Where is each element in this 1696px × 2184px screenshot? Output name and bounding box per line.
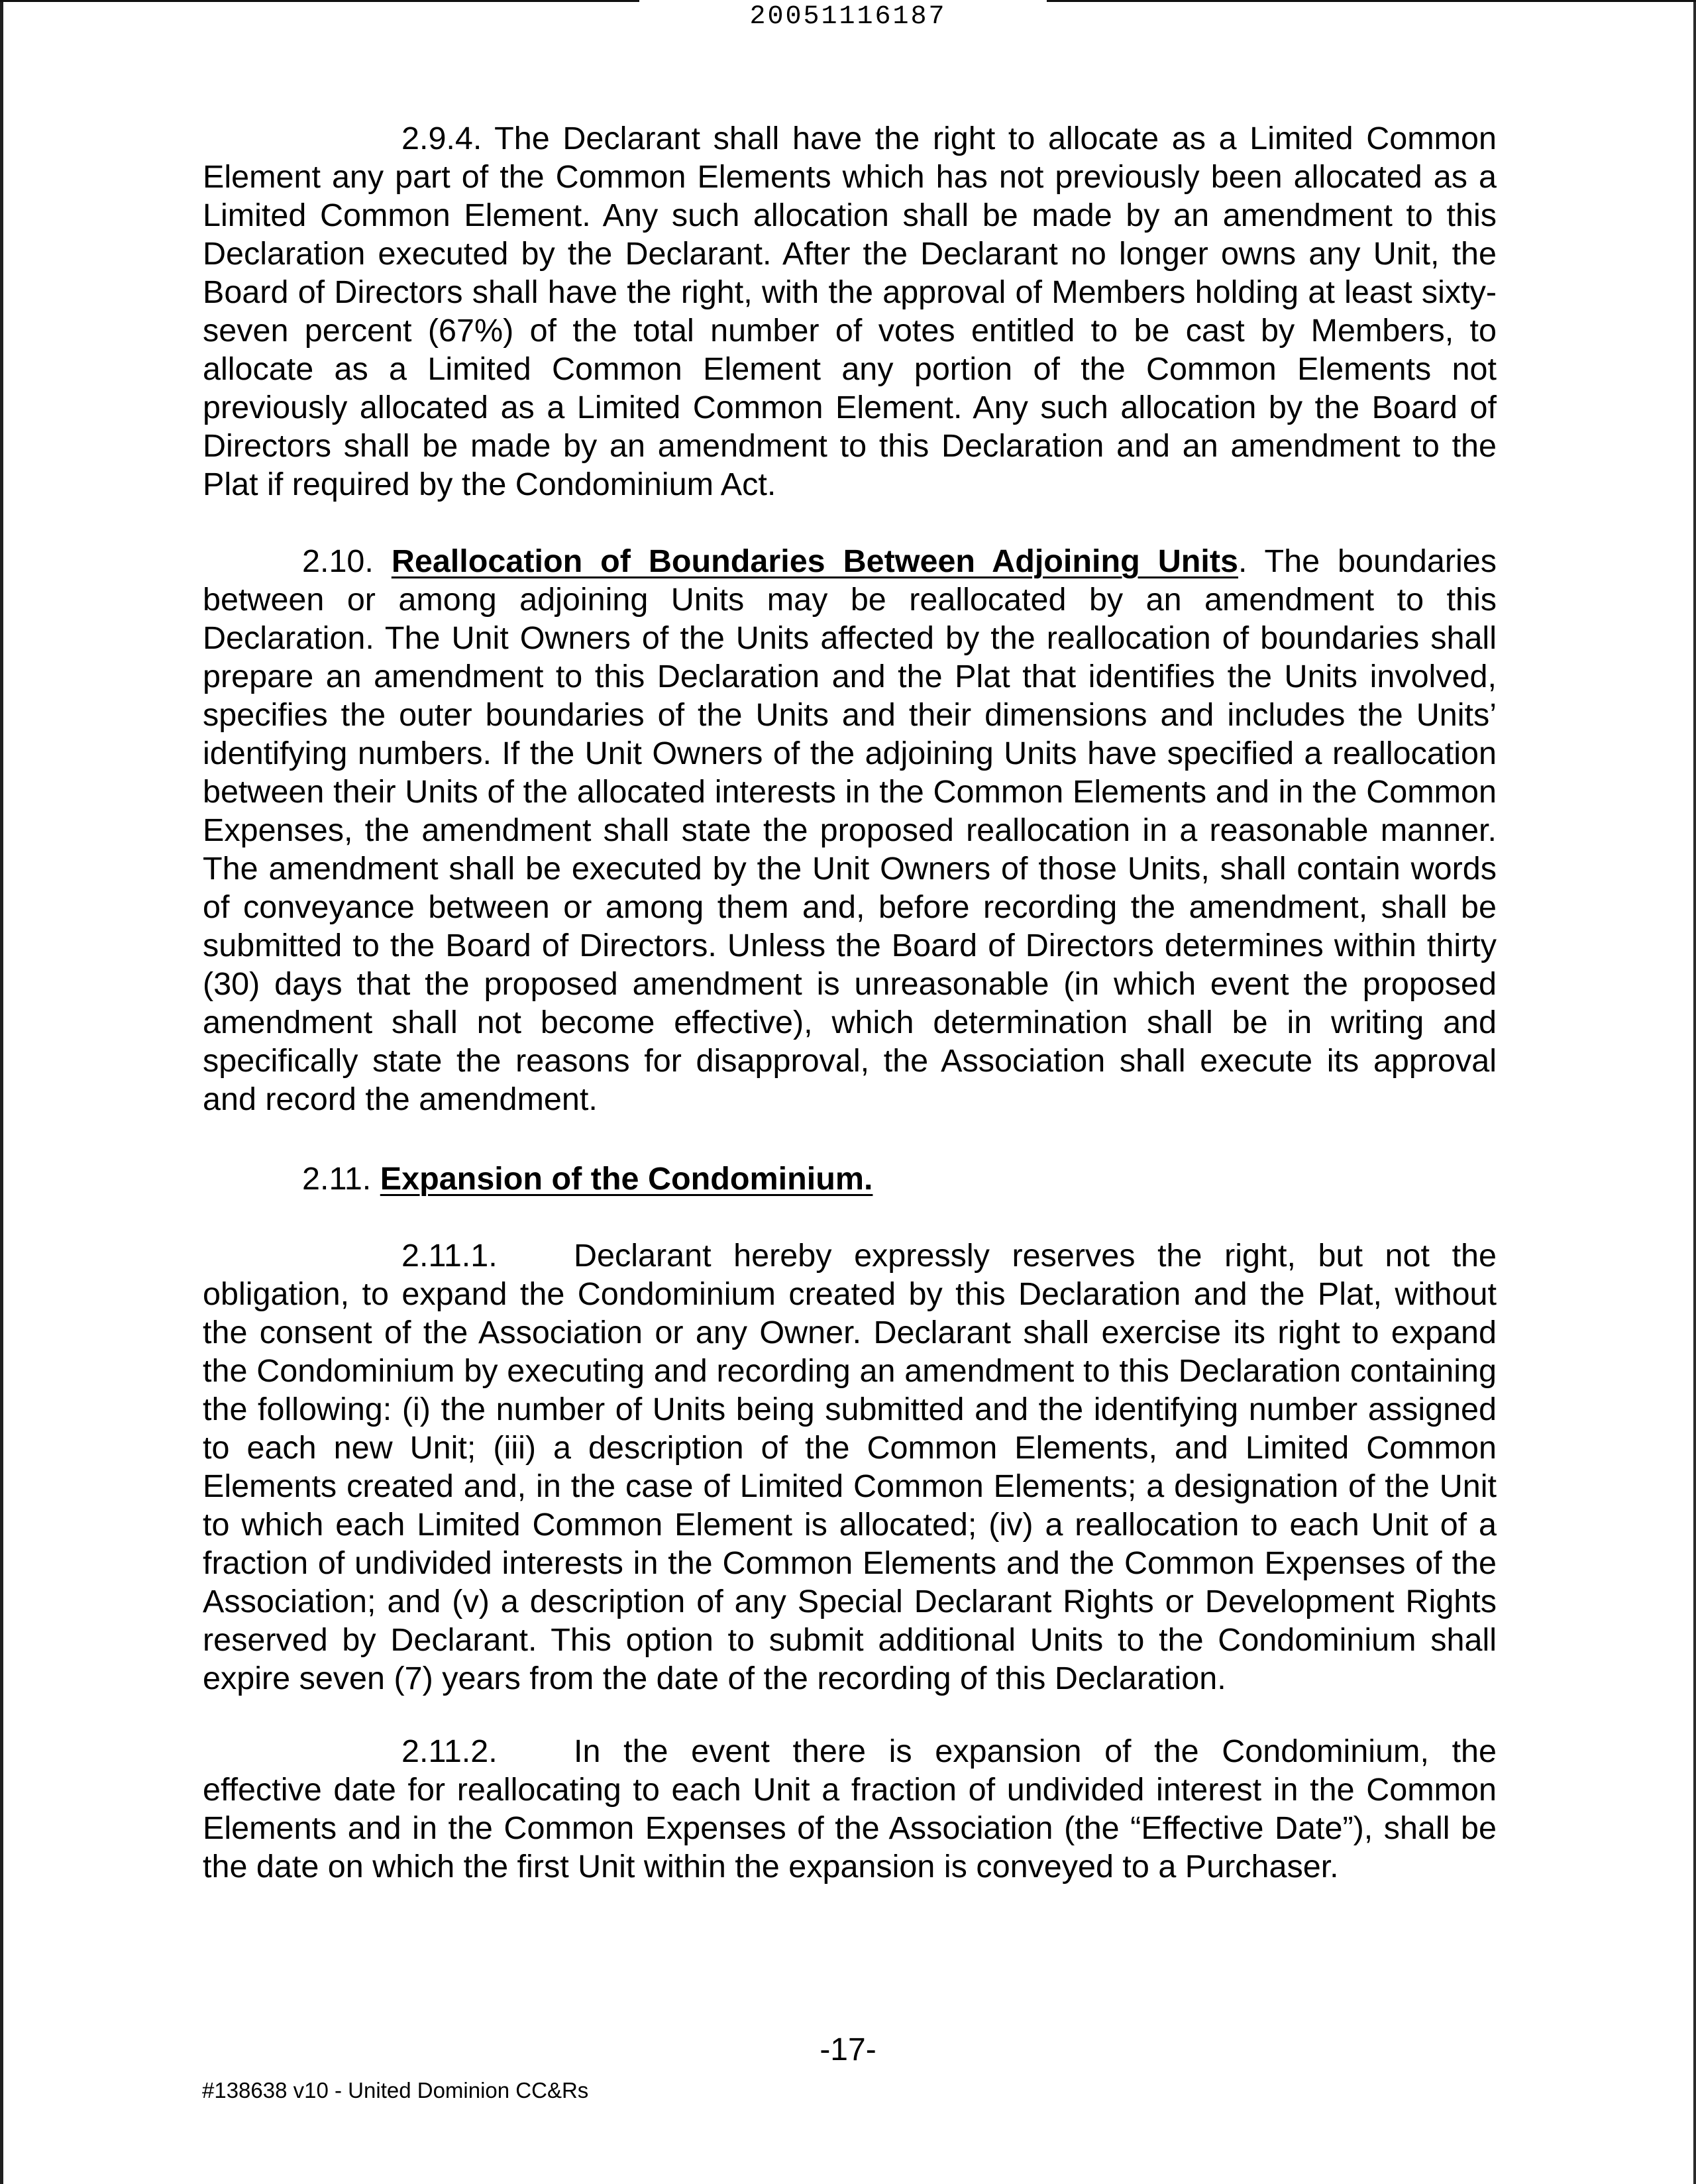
document-footer: #138638 v10 - United Dominion CC&Rs [202, 2078, 589, 2102]
section-number: 2.11. [302, 1161, 372, 1197]
section-2-11-2 [203, 1732, 1497, 1886]
section-text: The Declarant shall have the right to allocate as a Limited Common Element any part of the Common Elements which has not previously been allocated as a Limited Common Element. Any such allocation shall be made by an amendment to this Declaration executed by the Declarant. After the Declarant no longer owns any Unit, the Board of Directors shall have the right, with the approval of Members holding at least sixty-seven percent (67%) of the total number of votes entitled to be cast by Members, to allocate as a Limited Common Element any portion of the Common Elements not previously allocated as a Limited Common Element. Any such allocation by the Board of Directors shall be made by an amendment to this Declaration and an amendment to the Plat if required by the Condominium Act. [203, 121, 1497, 502]
section-text: Declarant hereby expressly reserves the right, but not the obligation, to expand the Condominium created by this Declaration and the Plat, without the consent of the Association or any Owner. Declarant shall exercise its right to expand the Condominium by executing and recording an amendment to this Declaration containing the following: (i) the number of Units being submitted and the identifying number assigned to each new Unit; (iii) a description of the Common Elements, and Limited Common Elements created and, in the case of Limited Common Elements; a designation of the Unit to which each Limited Common Element is allocated; (iv) a reallocation to each Unit of a fraction of undivided interests in the Common Elements and the Common Expenses of the Association; and (v) a description of any Special Declarant Rights or Development Rights reserved by Declarant. This option to submit additional Units to the Condominium shall expire seven (7) years from the date of the recording of this Declaration. [203, 1238, 1497, 1696]
scan-right-edge [1693, 0, 1696, 2184]
section-number: 2.9.4. [401, 121, 482, 156]
recording-number: 20051116187 [749, 2, 947, 32]
section-number: 2.11.1. [401, 1238, 498, 1274]
section-heading: Reallocation of Boundaries Between Adjoining Units [391, 543, 1238, 579]
document-body [203, 119, 1497, 1886]
section-number: 2.11.2. [401, 1733, 498, 1769]
section-2-11 [203, 1160, 1497, 1198]
scan-left-edge [0, 0, 3, 2184]
section-text: In the event there is expansion of the Condominium, the effective date for reallocating to each Unit a fraction of undivided interest in the Common Elements and in the Common Expenses of the Association (the “Effective Date”), shall be the date on which the first Unit within the expansion is conveyed to a Purchaser. [203, 1733, 1497, 1884]
section-text: . The boundaries between or among adjoining Units may be reallocated by an amendment to this Declaration. The Unit Owners of the Units affected by the reallocation of boundaries shall prepare an amendment to this Declaration and the Plat that identifies the Units involved, specifies the outer boundaries of the Units and their dimensions and includes the Units’ identifying numbers. If the Unit Owners of the adjoining Units have specified a reallocation between their Units of the allocated interests in the Common Elements and in the Common Expenses, the amendment shall state the proposed reallocation in a reasonable manner. The amendment shall be executed by the Unit Owners of those Units, shall contain words of conveyance between or among them and, before recording the amendment, shall be submitted to the Board of Directors. Unless the Board of Directors determines within thirty (30) days that the proposed amendment is unreasonable (in which event the proposed amendment shall not become effective), which determination shall be in writing and specifically state the reasons for disapproval, the Association shall execute its approval and record the amendment. [203, 543, 1497, 1117]
section-2-11-1 [203, 1236, 1497, 1698]
section-heading: Expansion of the Condominium. [380, 1161, 873, 1197]
section-2-9-4 [203, 119, 1497, 504]
page-number: -17- [820, 2032, 876, 2067]
section-2-10 [203, 542, 1497, 1119]
paragraph-spacer [203, 504, 1497, 542]
section-number: 2.10. [302, 543, 374, 579]
paragraph-spacer [203, 1198, 1497, 1236]
paragraph-spacer [203, 1698, 1497, 1732]
paragraph-spacer [203, 1119, 1497, 1160]
